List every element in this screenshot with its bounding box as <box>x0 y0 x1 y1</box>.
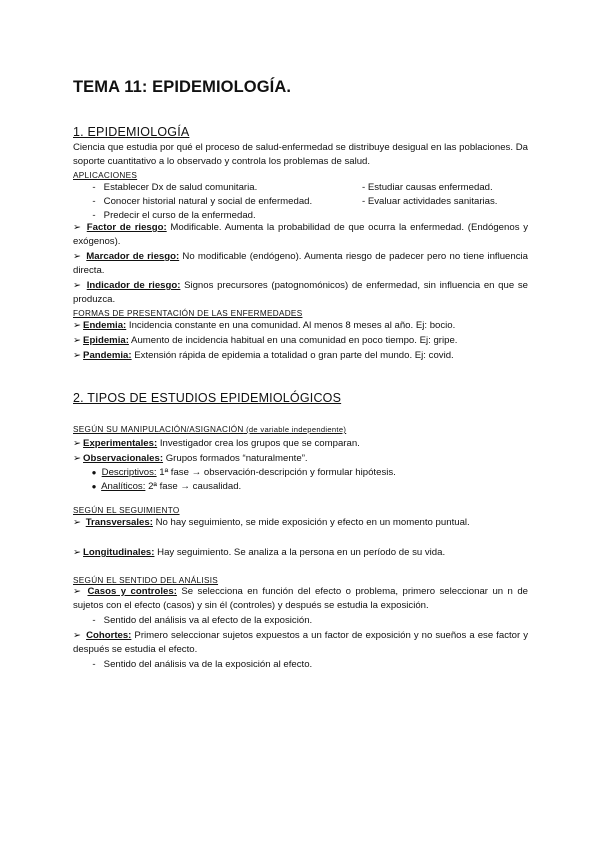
definition: No hay seguimiento, se mide exposición y efecto en un momento puntual. <box>152 517 470 528</box>
term: Analíticos: <box>101 481 146 492</box>
definition: 1ª fase → observación-descripción y formular hipótesis. <box>156 467 396 478</box>
indicador-de-riesgo <box>73 279 528 308</box>
sentido-label: SEGÚN EL SENTIDO DEL ANÁLISIS <box>73 576 219 585</box>
bullet-icon: ● <box>91 482 97 491</box>
definition: Hay seguimiento. Se analiza a la persona en un período de su vida. <box>154 547 446 558</box>
epidemia <box>73 334 457 348</box>
arrow-bullet-icon: ➢ <box>73 280 82 291</box>
section-1-heading: 1. EPIDEMIOLOGÍA <box>73 125 190 139</box>
aplicacion-text: Conocer historial natural y social de enfermedad. <box>103 196 313 207</box>
term: Longitudinales: <box>83 547 155 558</box>
arrow-bullet-icon: ➢ <box>73 453 82 464</box>
term: Observacionales: <box>83 453 164 464</box>
label-note: (de variable independiente) <box>243 425 347 434</box>
aplicacion-item-right: - Evaluar actividades sanitarias. <box>362 196 498 207</box>
transversales <box>73 516 528 530</box>
marcador-de-riesgo <box>73 250 528 279</box>
definition: Investigador crea los grupos que se comparan. <box>157 438 360 449</box>
term: Factor de riesgo: <box>86 222 167 233</box>
dash-glyph: - <box>92 182 96 193</box>
aplicacion-text: Predecir el curso de la enfermedad. <box>103 210 256 221</box>
cohortes <box>73 629 528 658</box>
descriptivos <box>89 466 396 480</box>
arrow-bullet-icon: ➢ <box>73 251 82 262</box>
term: Transversales: <box>85 517 153 528</box>
term: Endemia: <box>83 320 127 331</box>
arrow-bullet-icon: ➢ <box>73 335 82 346</box>
bullet-icon: ● <box>91 468 97 477</box>
cohortes-sub-item <box>87 658 312 672</box>
casos-y-controles <box>73 585 528 614</box>
arrow-bullet-icon: ➢ <box>73 350 82 361</box>
sub-item-text: Sentido del análisis va al efecto de la exposición. <box>103 615 313 626</box>
aplicacion-item <box>87 195 312 209</box>
arrow-bullet-icon: ➢ <box>73 586 82 597</box>
arrow-bullet-icon: ➢ <box>73 517 82 528</box>
analiticos <box>89 480 241 494</box>
casos-sub-item <box>87 614 312 628</box>
term: Indicador de riesgo: <box>86 280 181 291</box>
section-2-heading: 2. TIPOS DE ESTUDIOS EPIDEMIOLÓGICOS <box>73 391 342 405</box>
endemia <box>73 319 455 333</box>
seguimiento-label: SEGÚN EL SEGUIMIENTO <box>73 506 180 515</box>
arrow-bullet-icon: ➢ <box>73 630 82 641</box>
dash-glyph: - <box>92 210 96 221</box>
definition: Primero seleccionar sujetos expuestos a un factor de exposición y no sueños a ese factor y después se estudia el efecto. <box>73 630 529 656</box>
arrow-bullet-icon: ➢ <box>73 222 82 233</box>
definition: No modificable (endógeno). Aumenta riesgo de padecer pero no tiene influencia directa. <box>73 251 528 277</box>
definition: Extensión rápida de epidemia a totalidad o gran parte del mundo. Ej: covid. <box>131 350 454 361</box>
longitudinales <box>73 546 445 560</box>
formas-label: FORMAS DE PRESENTACIÓN DE LAS ENFERMEDADES <box>73 309 303 318</box>
arrow-bullet-icon: ➢ <box>73 438 82 449</box>
aplicacion-item <box>87 181 257 195</box>
arrow-bullet-icon: ➢ <box>73 320 82 331</box>
aplicacion-item-right: - Estudiar causas enfermedad. <box>362 182 493 193</box>
label-text: SEGÚN SU MANIPULACIÓN/ASIGNACIÓN <box>73 425 244 434</box>
dash-glyph: - <box>92 615 96 626</box>
definition: Aumento de incidencia habitual en una comunidad en poco tiempo. Ej: gripe. <box>128 335 458 346</box>
dash-glyph: - <box>92 659 96 670</box>
term: Descriptivos: <box>101 467 157 478</box>
definition: Signos precursores (patognomónicos) de enfermedad, sin influencia en que se produzca. <box>73 280 528 306</box>
aplicacion-text: Establecer Dx de salud comunitaria. <box>103 182 258 193</box>
page-title: TEMA 11: EPIDEMIOLOGÍA. <box>73 78 292 96</box>
definition: Grupos formados “naturalmente”. <box>163 453 308 464</box>
experimentales <box>73 437 360 451</box>
manipulacion-label <box>73 425 346 434</box>
factor-de-riesgo <box>73 221 528 250</box>
aplicaciones-label: APLICACIONES <box>73 171 138 180</box>
sub-item-text: Sentido del análisis va de la exposición al efecto. <box>103 659 313 670</box>
definition: 2ª fase → causalidad. <box>145 481 242 492</box>
term: Casos y controles: <box>87 586 177 597</box>
term: Pandemia: <box>83 350 132 361</box>
term: Marcador de riesgo: <box>86 251 180 262</box>
arrow-bullet-icon: ➢ <box>73 547 82 558</box>
definition: Se selecciona en función del efecto o problema, primero seleccionar un n de sujetos con el efecto (casos) y sin él (controles) y después se estudia la exposición. <box>73 586 529 612</box>
term: Cohortes: <box>86 630 132 641</box>
term: Epidemia: <box>83 335 129 346</box>
term: Experimentales: <box>83 438 158 449</box>
definition: Incidencia constante en una comunidad. Al menos 8 meses al año. Ej: bocio. <box>126 320 456 331</box>
dash-glyph: - <box>92 196 96 207</box>
pandemia <box>73 349 454 363</box>
section-1-intro: Ciencia que estudia por qué el proceso de salud-enfermedad se distribuye desigual en las poblaciones. Da soporte cuantitativo a lo observado y controla los problemas de salud. <box>73 142 528 168</box>
observacionales <box>73 452 308 466</box>
definition: Modificable. Aumenta la probabilidad de que ocurra la enfermedad. (Endógenos y exógenos). <box>73 222 528 248</box>
